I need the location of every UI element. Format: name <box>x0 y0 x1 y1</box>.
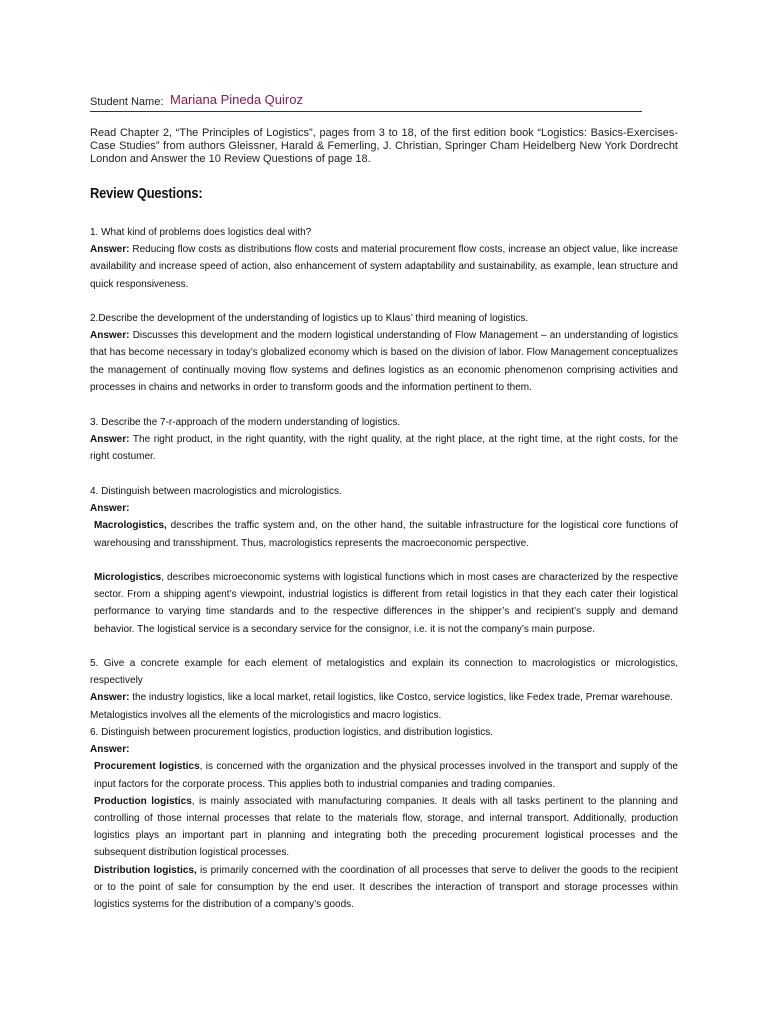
answer-label: Answer: <box>90 692 130 704</box>
distribution-logistics-term: Distribution logistics, <box>94 864 197 876</box>
student-name-value: Mariana Pineda Quiroz <box>170 92 303 107</box>
question-1-block <box>90 224 678 293</box>
question-2-block <box>90 310 678 396</box>
answer-2-text: Discusses this development and the modern logistical understanding of Flow Management – an understanding of logistics that has become necessary in today’s globalized economy which is based on the division of labor. Flow Management conceptualizes the management of continually moving flow systems and defines logistics as an economic phenomenon comprising activities and processes in chains and networks in order to transform goods and the information pertinent to them. <box>90 330 678 393</box>
question-2: 2.Describe the development of the understanding of logistics up to Klaus’ third meaning of logistics. <box>90 313 529 324</box>
question-4-micro-block <box>90 569 678 638</box>
production-logistics-term: Production logistics <box>94 795 192 807</box>
question-3: 3. Describe the 7-r-approach of the modern understanding of logistics. <box>90 417 401 428</box>
question-5-block <box>90 655 678 724</box>
student-name-label: Student Name: <box>90 96 164 108</box>
answer-4-label: Answer: <box>90 503 130 515</box>
macrologistics-term: Macrologistics, <box>94 520 167 532</box>
answer-6-distribution <box>90 862 678 914</box>
answer-1-text: Reducing flow costs as distributions flow costs and material procurement flow costs, increase an object value, like increase availability and increase speed of action, also enhancement of system adaptability and sustainability, as example, lean structure and quick responsiveness. <box>90 244 678 290</box>
answer-6-production <box>90 793 678 862</box>
review-questions-heading: Review Questions: <box>90 185 203 202</box>
micrologistics-term: Micrologistics <box>94 572 162 583</box>
answer-6-procurement <box>90 758 678 792</box>
question-6-block <box>90 724 678 913</box>
question-3-block <box>90 414 678 466</box>
student-name-row <box>90 91 642 113</box>
answer-3 <box>90 431 678 465</box>
question-4-block <box>90 483 678 552</box>
question-4: 4. Distinguish between macrologistics and micrologistics. <box>90 486 342 497</box>
procurement-logistics-term: Procurement logistics <box>94 761 200 773</box>
question-6: 6. Distinguish between procurement logistics, production logistics, and distribution logistics. <box>90 727 493 738</box>
answer-4-micro <box>90 569 678 638</box>
answer-4-macro <box>90 517 678 551</box>
answer-label: Answer: <box>90 434 130 446</box>
answer-label: Answer: <box>90 244 130 256</box>
answer-5 <box>90 689 678 706</box>
question-1: 1. What kind of problems does logistics deal with? <box>90 227 312 238</box>
procurement-logistics-text: , is concerned with the organization and the physical processes involved in the transport and supply of the input factors for the corporate process. This applies both to industrial companies and trading companies. <box>94 761 678 790</box>
answer-label: Answer: <box>90 330 130 342</box>
answer-5-extra: Metalogistics involves all the elements of the micrologistics and macro logistics. <box>90 709 442 721</box>
production-logistics-text: , is mainly associated with manufacturing companies. It deals with all tasks pertinent to the planning and controlling of those internal processes that relate to the materials flow, storage, and internal transport. Additionally, production logistics plays an important part in planning and integrating both the preceding procurement logistical processes and the subsequent distribution logistical processes. <box>94 795 678 859</box>
answer-6-label: Answer: <box>90 744 130 756</box>
distribution-logistics-text: is primarily concerned with the coordination of all processes that serve to deliver the goods to the recipient or to the point of sale for consumption by the end user. It describes the interaction of transport and storage processes within logistics systems for the distribution of a company’s goods. <box>94 864 678 911</box>
answer-5-text: the industry logistics, like a local market, retail logistics, like Costco, service logistics, like Fedex trade, Premar warehouse. <box>129 692 673 704</box>
question-5: 5. Give a concrete example for each element of metalogistics and explain its connection to macrologistics or micrologistics, respectively <box>90 658 678 687</box>
answer-1 <box>90 241 678 293</box>
micrologistics-text: , describes microeconomic systems with logistical functions which in most cases are characterized by the respective sector. From a shipping agent’s viewpoint, industrial logistics is different from retail logistics in that they each cater their logistical performance to varying time standards and to the respective differences in the shipper’s and recipient’s supply and demand behavior. The logistical service is a secondary service for the consignor, i.e. it is not the company’s main purpose. <box>94 572 678 635</box>
answer-3-text: The right product, in the right quantity, with the right quality, at the right place, at the right time, at the right costs, for the right costumer. <box>90 434 678 463</box>
answer-2 <box>90 327 678 396</box>
intro-paragraph: Read Chapter 2, “The Principles of Logistics”, pages from 3 to 18, of the first edition book “Logistics: Basics-Exercises-Case Studies” from authors Gleissner, Harald & Femerling, J. Christian, Springer Cham Heidelberg New York Dordrecht London and Answer the 10 Review Questions of page 18. <box>90 127 678 165</box>
macrologistics-text: describes the traffic system and, on the other hand, the suitable infrastructure for the logistical core functions of warehousing and transshipment. Thus, macrologistics represents the macroeconomic perspective. <box>94 520 678 549</box>
student-name-underline <box>90 111 642 112</box>
